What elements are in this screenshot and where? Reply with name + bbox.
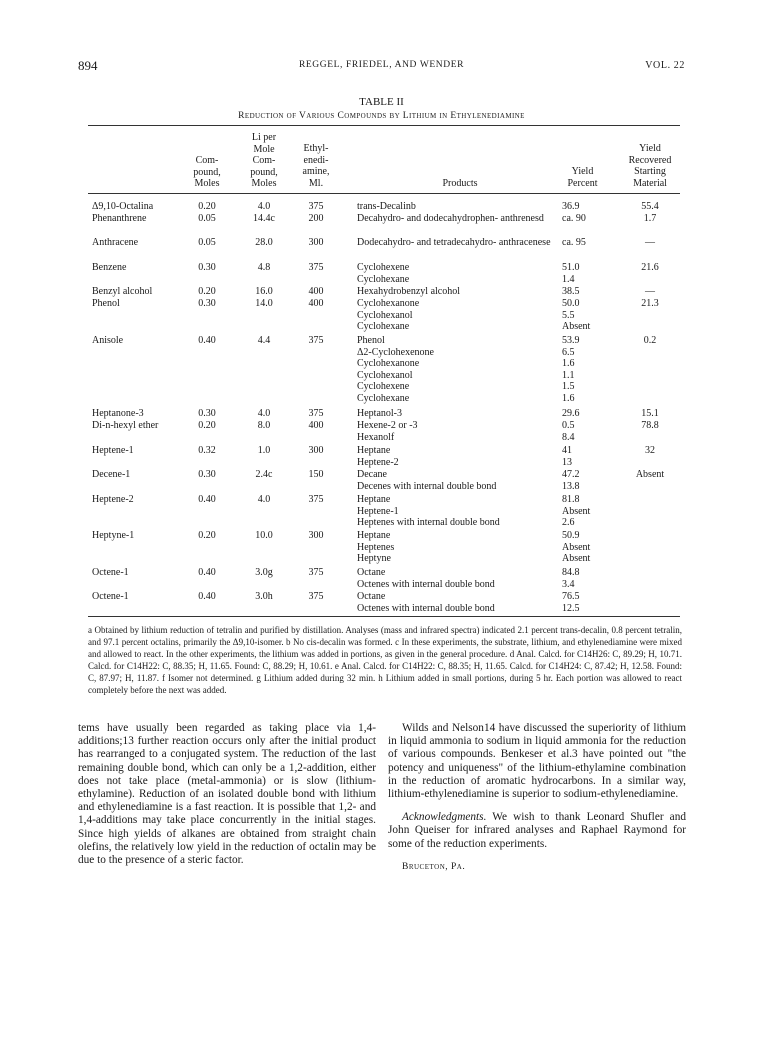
row-product: trans-Decalinb: [357, 201, 416, 212]
row-product: Decahydro- and dodecahydrophen- anthrenesd: [357, 213, 544, 224]
row-product: Cyclohexene: [357, 262, 410, 273]
row-li-per-mole: 14.0: [255, 298, 273, 309]
row-yield-percent: 1.4: [562, 273, 575, 285]
row-compound-moles: 0.05: [198, 213, 216, 224]
row-product: Heptane: [357, 494, 391, 505]
row-product: Heptanol-3: [357, 408, 402, 419]
row-product: Heptane: [357, 530, 391, 541]
row-yield-percent: 50.9: [562, 530, 580, 541]
row-product: Octenes with internal double bond: [357, 578, 495, 590]
row-compound: Octene-1: [92, 591, 129, 602]
row-compound-moles: 0.40: [198, 335, 216, 346]
row-compound-moles: 0.30: [198, 408, 216, 419]
row-yield-percent: 84.8: [562, 567, 580, 578]
row-yield-recovered: 0.2: [643, 335, 657, 346]
row-compound-moles: 0.20: [198, 201, 216, 212]
row-product: Δ2-Cyclohexenone: [357, 346, 434, 358]
row-product: Heptene-2: [357, 456, 399, 468]
row-ethylenediamine-ml: 400: [308, 298, 324, 309]
row-yield-percent: 13: [562, 456, 572, 468]
table-subtitle: Reduction of Various Compounds by Lithium in Ethylenediamine: [238, 111, 525, 121]
row-ethylenediamine-ml: 375: [308, 262, 324, 273]
row-li-per-mole: 4.8: [257, 262, 271, 273]
row-compound-moles: 0.32: [198, 445, 216, 456]
row-yield-recovered: 78.8: [641, 420, 659, 431]
row-yield-percent: 12.5: [562, 602, 580, 614]
row-li-per-mole: 4.4: [257, 335, 271, 346]
row-product: Cyclohexanol: [357, 369, 413, 381]
right-column: [388, 722, 686, 884]
row-product: Cyclohexane: [357, 273, 410, 285]
row-yield-recovered: 21.6: [641, 262, 659, 273]
location-line: Bruceton, Pa.: [402, 861, 466, 872]
row-product: Phenol: [357, 335, 385, 346]
row-compound: Heptene-1: [92, 445, 134, 456]
row-yield-percent: 1.1: [562, 369, 575, 381]
row-product: Dodecahydro- and tetradecahydro- anthracenese: [357, 237, 551, 248]
row-product: Decane: [357, 469, 387, 480]
row-ethylenediamine-ml: 400: [308, 286, 324, 297]
left-column: [78, 722, 376, 877]
row-yield-percent: 6.5: [562, 346, 575, 358]
row-yield-percent: 36.9: [562, 201, 580, 212]
row-li-per-mole: 16.0: [255, 286, 273, 297]
row-yield-percent: 1.5: [562, 381, 575, 392]
row-compound-moles: 0.20: [198, 286, 216, 297]
row-product: Cyclohexanone: [357, 358, 420, 369]
row-li-per-mole: 3.0g: [255, 567, 273, 578]
row-yield-recovered: 15.1: [641, 408, 659, 419]
row-li-per-mole: 4.0: [257, 494, 271, 505]
row-yield-percent: 13.8: [562, 480, 580, 492]
row-li-per-mole: 4.0: [257, 201, 271, 212]
header-yield-recovered: Yield Recovered Starting Material: [628, 143, 672, 189]
row-ethylenediamine-ml: 375: [308, 408, 324, 419]
row-compound: Δ9,10-Octalina: [92, 201, 154, 212]
row-compound: Anthracene: [92, 237, 139, 248]
acknowledgments-paragraph: [388, 811, 686, 851]
row-yield-percent: Absent: [562, 321, 591, 332]
table-top-rule: [88, 125, 680, 126]
row-yield-recovered: 55.4: [641, 201, 659, 212]
row-yield-percent: ca. 95: [562, 237, 586, 248]
row-yield-percent: 41: [562, 445, 572, 456]
row-ethylenediamine-ml: 375: [308, 335, 324, 346]
row-yield-percent: Absent: [562, 541, 591, 553]
row-compound: Heptene-2: [92, 494, 134, 505]
row-yield-percent: 1.6: [562, 358, 575, 369]
row-yield-percent: 8.4: [562, 431, 575, 443]
row-product: Hexanolf: [357, 431, 395, 443]
row-product: Cyclohexane: [357, 392, 410, 404]
row-yield-percent: 76.5: [562, 591, 580, 602]
row-compound: Octene-1: [92, 567, 129, 578]
row-product: Cyclohexene: [357, 381, 410, 392]
row-product: Octenes with internal double bond: [357, 602, 495, 614]
row-product: Decenes with internal double bond: [357, 480, 497, 492]
row-compound-moles: 0.30: [198, 298, 216, 309]
row-product: Octane: [357, 591, 386, 602]
row-yield-percent: 0.5: [562, 420, 575, 431]
row-compound-moles: 0.05: [198, 237, 216, 248]
header-li-per-mole: Li per Mole Com- pound, Moles: [250, 132, 278, 190]
row-li-per-mole: 8.0: [257, 420, 271, 431]
row-li-per-mole: 28.0: [255, 237, 273, 248]
row-yield-percent: 51.0: [562, 262, 580, 273]
row-compound-moles: 0.40: [198, 591, 216, 602]
table-title: TABLE II: [359, 96, 404, 108]
row-compound-moles: 0.30: [198, 262, 216, 273]
row-product: Hexahydrobenzyl alcohol: [357, 286, 461, 297]
row-compound: Heptanone-3: [92, 408, 144, 419]
row-yield-recovered: —: [645, 286, 655, 297]
row-product: Heptane: [357, 445, 391, 456]
row-compound: Benzyl alcohol: [92, 286, 153, 297]
table-header-rule: [88, 193, 680, 194]
row-li-per-mole: 14.4c: [253, 213, 275, 224]
row-ethylenediamine-ml: 300: [308, 445, 324, 456]
left-column-paragraph: tems have usually been regarded as taking place via 1,4-additions;13 further reaction occurs only after the initial product has rearranged to a conjugated system. The reduction of the last remaining double bond, which can only be a 1,2-addition, either does not take place (metal-ammonia) or is slow (lithium-ethylamine). Reduction of an isolated double bond with lithium and ethylenediamine is a fast reaction. It is possible that 1,2- and 1,4-additions may take place concurrently in the initial stages. Since high yields of alkanes are obtained from straight chain olefins, the relatively low yield in the reduction of octalin may be due to the presence of a steric factor.: [78, 722, 376, 867]
row-yield-percent: 47.2: [562, 469, 580, 480]
row-yield-percent: 81.8: [562, 494, 580, 505]
row-yield-percent: 2.6: [562, 517, 575, 528]
row-compound: Anisole: [92, 335, 124, 346]
row-ethylenediamine-ml: 300: [308, 237, 324, 248]
row-ethylenediamine-ml: 375: [308, 567, 324, 578]
running-head: [78, 58, 685, 74]
row-ethylenediamine-ml: 375: [308, 591, 324, 602]
row-yield-percent: 53.9: [562, 335, 580, 346]
row-yield-percent: 38.5: [562, 286, 580, 297]
row-yield-percent: 50.0: [562, 298, 580, 309]
row-product: Octane: [357, 567, 386, 578]
row-compound-moles: 0.20: [198, 420, 216, 431]
row-yield-percent: ca. 90: [562, 213, 586, 224]
row-yield-percent: 29.6: [562, 408, 580, 419]
row-product: Cyclohexanol: [357, 309, 413, 321]
row-compound: Benzene: [92, 262, 127, 273]
row-li-per-mole: 1.0: [257, 445, 271, 456]
header-products: Products: [442, 178, 478, 189]
row-li-per-mole: 10.0: [255, 530, 273, 541]
footnotes-text: a Obtained by lithium reduction of tetralin and purified by distillation. Analyses (mass and infrared spectra) indicated 2.1 percent trans-decalin, 0.8 percent tetralin, and 97.1 percent octalins, primarily the Δ9,10-isomer. b No cis-decalin was formed. c In these experiments, the substrate, lithium, and ethylenediamine were mixed and allowed to react. In the other experiments, the lithium was added in portions, as given in the general procedure. d Anal. Calcd. for C14H26: C, 89.29; H, 10.71. Calcd. for C14H22: C, 88.35; H, 11.65. Found: C, 88.29; H, 10.61. e Anal. Calcd. for C14H22: C, 88.35; H, 11.65. Calcd. for C14H24: C, 87.42; H, 12.58. Found: C, 87.97; H, 11.87. f Isomer not determined. g Lithium added during 32 min. h Lithium added in small portions, during 5 hr. Each portion was allowed to react completely before the next was added.: [88, 625, 682, 695]
row-yield-recovered: 1.7: [643, 213, 657, 224]
header-ethylenediamine: Ethyl- enedi- amine, Ml.: [302, 143, 330, 189]
row-product: Heptenes: [357, 541, 395, 553]
row-yield-recovered: 21.3: [641, 298, 659, 309]
row-compound: Phenanthrene: [92, 213, 147, 224]
row-ethylenediamine-ml: 150: [308, 469, 324, 480]
acknowledgments-heading: Acknowledgments.: [402, 811, 487, 824]
row-li-per-mole: 4.0: [257, 408, 271, 419]
row-compound: Di-n-hexyl ether: [92, 420, 159, 431]
row-li-per-mole: 2.4c: [255, 469, 273, 480]
row-compound: Phenol: [92, 298, 120, 309]
row-product: Heptyne: [357, 553, 391, 564]
header-compound-moles: Com- pound, Moles: [193, 155, 221, 190]
row-product: Hexene-2 or -3: [357, 420, 418, 431]
row-ethylenediamine-ml: 375: [308, 494, 324, 505]
table-bottom-rule: [88, 616, 680, 617]
row-compound: Heptyne-1: [92, 530, 135, 541]
row-yield-percent: 1.6: [562, 392, 575, 404]
row-product: Heptene-1: [357, 505, 399, 517]
acknowledgments-text: We wish to thank Leonard Shufler and John Queiser for infrared analyses and Raphael Raymond for some of the reduction experiments.: [388, 811, 686, 850]
row-yield-recovered: —: [645, 237, 655, 248]
row-product: Cyclohexane: [357, 321, 410, 332]
row-yield-percent: Absent: [562, 553, 591, 564]
table-footnotes: [88, 624, 682, 696]
row-compound-moles: 0.40: [198, 567, 216, 578]
row-ethylenediamine-ml: 300: [308, 530, 324, 541]
page-number: 894: [78, 58, 98, 73]
row-compound-moles: 0.30: [198, 469, 216, 480]
row-li-per-mole: 3.0h: [255, 591, 273, 602]
row-yield-recovered: 32: [645, 445, 655, 456]
row-ethylenediamine-ml: 200: [308, 213, 324, 224]
row-product: Cyclohexanone: [357, 298, 420, 309]
row-ethylenediamine-ml: 400: [308, 420, 324, 431]
row-compound: Decene-1: [92, 469, 131, 480]
row-yield-percent: 5.5: [562, 309, 575, 321]
row-yield-percent: Absent: [562, 505, 591, 517]
row-compound-moles: 0.40: [198, 494, 216, 505]
row-product: Heptenes with internal double bond: [357, 517, 500, 528]
row-yield-percent: 3.4: [562, 578, 575, 590]
running-head-authors: REGGEL, FRIEDEL, AND WENDER: [298, 60, 465, 70]
row-ethylenediamine-ml: 375: [308, 201, 324, 212]
volume-label: VOL. 22: [645, 60, 685, 71]
row-compound-moles: 0.20: [198, 530, 216, 541]
right-column-paragraph: Wilds and Nelson14 have discussed the superiority of lithium in liquid ammonia to sodium in liquid ammonia for the reduction of various compounds. Benkeser et al.3 have pointed out "the potency and uniqueness" of the lithium-ethylamine combination in the reduction of aromatic hydrocarbons. In a similar way, lithium-ethylenediamine is superior to sodium-ethylenediamine.: [388, 722, 686, 801]
header-yield-percent: Yield Percent: [567, 166, 598, 189]
row-yield-recovered: Absent: [635, 469, 665, 480]
